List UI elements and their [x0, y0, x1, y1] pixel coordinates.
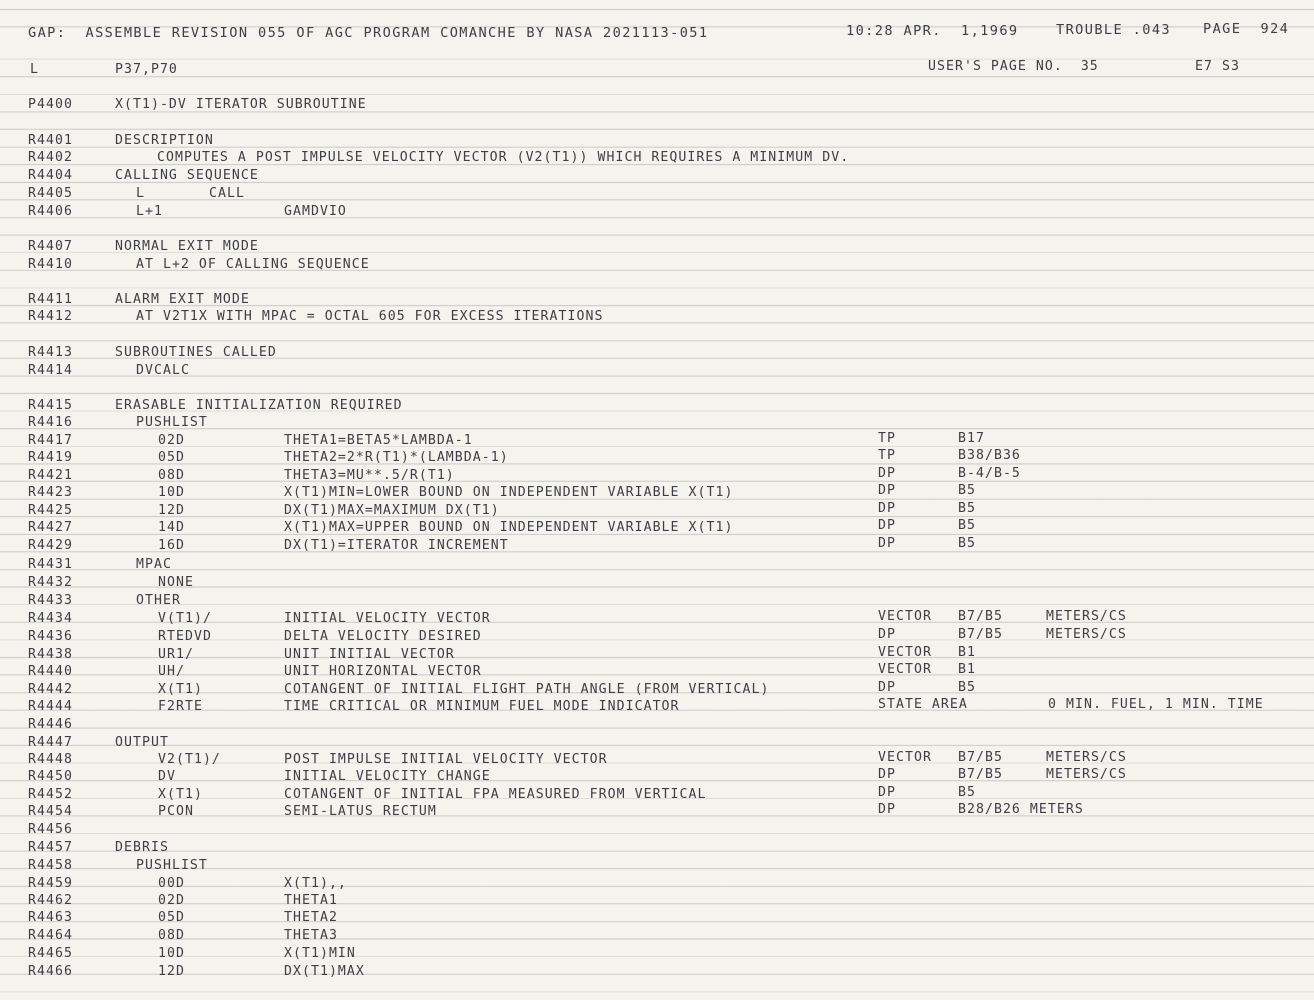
line-number: R4415	[28, 398, 73, 413]
listing-text: TP	[878, 431, 896, 446]
listing-text: DESCRIPTION	[115, 133, 214, 148]
listing-text: POST IMPULSE INITIAL VELOCITY VECTOR	[284, 752, 608, 767]
listing-text: RTEDVD	[158, 629, 212, 644]
listing-text: DV	[158, 769, 176, 784]
line-number: R4447	[28, 735, 73, 750]
listing-text: GAMDVIO	[284, 204, 347, 219]
listing-text: DP	[878, 518, 896, 533]
line-number: R4421	[28, 468, 73, 483]
listing-text: DP	[878, 483, 896, 498]
line-number: R4412	[28, 309, 73, 324]
listing-text: B17	[958, 431, 985, 446]
listing-text: OTHER	[136, 593, 181, 608]
line-number: R4404	[28, 168, 73, 183]
listing-text: 0 MIN. FUEL, 1 MIN. TIME	[1048, 697, 1264, 712]
listing-text: B5	[958, 518, 976, 533]
listing-text: OUTPUT	[115, 735, 169, 750]
line-number: R4425	[28, 503, 73, 518]
line-number: R4457	[28, 840, 73, 855]
listing-text: COMPUTES A POST IMPULSE VELOCITY VECTOR (V2(T1)) WHICH REQUIRES A MINIMUM DV.	[157, 150, 850, 165]
listing-text: DP	[878, 501, 896, 516]
listing-text: B1	[958, 662, 976, 677]
line-number: R4406	[28, 204, 73, 219]
line-number: R4414	[28, 363, 73, 378]
listing-text: SEMI-LATUS RECTUM	[284, 804, 437, 819]
listing-text: NONE	[158, 575, 194, 590]
listing-text: X(T1)MIN=LOWER BOUND ON INDEPENDENT VARIABLE X(T1)	[284, 485, 734, 500]
listing-text: 08D	[158, 468, 185, 483]
listing-text: 00D	[158, 876, 185, 891]
listing-text: 02D	[158, 893, 185, 908]
line-number: R4466	[28, 964, 73, 979]
listing-text: CALL	[209, 186, 245, 201]
listing-text: UNIT INITIAL VECTOR	[284, 647, 455, 662]
line-number: R4423	[28, 485, 73, 500]
line-number: R4434	[28, 611, 73, 626]
line-number: R4416	[28, 415, 73, 430]
listing-text: L	[136, 186, 145, 201]
listing-text: 10D	[158, 946, 185, 961]
listing-text: UH/	[158, 664, 185, 679]
listing-text: 05D	[158, 450, 185, 465]
line-number: R4410	[28, 257, 73, 272]
header-assembly-line: GAP: ASSEMBLE REVISION 055 OF AGC PROGRAM COMANCHE BY NASA 2021113-051	[28, 25, 709, 41]
listing-text: B-4/B-5	[958, 466, 1021, 481]
listing-text: V2(T1)/	[158, 752, 221, 767]
line-number: R4401	[28, 133, 73, 148]
listing-text: B5	[958, 501, 976, 516]
listing-text: B5	[958, 680, 976, 695]
listing-text: DP	[878, 536, 896, 551]
listing-text: DP	[878, 627, 896, 642]
listing-text: ERASABLE INITIALIZATION REQUIRED	[115, 398, 403, 413]
listing-text: DELTA VELOCITY DESIRED	[284, 629, 482, 644]
listing-text: 08D	[158, 928, 185, 943]
listing-text: METERS/CS	[1046, 609, 1127, 624]
listing-text: B7/B5	[958, 609, 1003, 624]
listing-text: DP	[878, 785, 896, 800]
listing-text: 14D	[158, 520, 185, 535]
listing-text: DP	[878, 767, 896, 782]
listing-text: THETA2=2*R(T1)*(LAMBDA-1)	[284, 450, 509, 465]
listing-text: TP	[878, 448, 896, 463]
listing-text: DEBRIS	[115, 840, 169, 855]
line-number: R4454	[28, 804, 73, 819]
listing-text: THETA1=BETA5*LAMBDA-1	[284, 433, 473, 448]
listing-text: VECTOR	[878, 609, 932, 624]
listing-text: UR1/	[158, 647, 194, 662]
listing-text: B7/B5	[958, 750, 1003, 765]
header-program: P37,P70	[115, 62, 178, 77]
line-number: R4429	[28, 538, 73, 553]
listing-text: B1	[958, 645, 976, 660]
listing-text: NORMAL EXIT MODE	[115, 239, 259, 254]
listing-text: COTANGENT OF INITIAL FPA MEASURED FROM VERTICAL	[284, 787, 707, 802]
listing-text: PCON	[158, 804, 194, 819]
line-number: R4456	[28, 822, 73, 837]
line-number: R4436	[28, 629, 73, 644]
listing-text: B5	[958, 536, 976, 551]
listing-text: DP	[878, 680, 896, 695]
header-users-page: USER'S PAGE NO. 35	[928, 59, 1099, 74]
listing-text: TIME CRITICAL OR MINIMUM FUEL MODE INDICATOR	[284, 699, 680, 714]
line-number: R4433	[28, 593, 73, 608]
line-number: R4402	[28, 150, 73, 165]
line-number: R4419	[28, 450, 73, 465]
line-number: P4400	[28, 97, 73, 112]
listing-text: STATE AREA	[878, 697, 968, 712]
line-number: R4417	[28, 433, 73, 448]
line-number: R4427	[28, 520, 73, 535]
listing-text: DX(T1)=ITERATOR INCREMENT	[284, 538, 509, 553]
listing-text: X(T1)MAX=UPPER BOUND ON INDEPENDENT VARIABLE X(T1)	[284, 520, 734, 535]
listing-text: L+1	[136, 204, 163, 219]
header-code: E7 S3	[1195, 59, 1240, 74]
line-number: R4438	[28, 647, 73, 662]
line-number: R4405	[28, 186, 73, 201]
listing-text: THETA3=MU**.5/R(T1)	[284, 468, 455, 483]
listing-text: CALLING SEQUENCE	[115, 168, 259, 183]
listing-text: VECTOR	[878, 662, 932, 677]
header-datetime: 10:28 APR. 1,1969	[846, 23, 1019, 39]
listing-text: B7/B5	[958, 767, 1003, 782]
listing-text: DX(T1)MAX=MAXIMUM DX(T1)	[284, 503, 500, 518]
header-page-number: PAGE 924	[1203, 21, 1290, 37]
listing-text: ALARM EXIT MODE	[115, 292, 250, 307]
line-number: R4450	[28, 769, 73, 784]
listing-text: METERS/CS	[1046, 627, 1127, 642]
line-number: R4440	[28, 664, 73, 679]
line-number: R4458	[28, 858, 73, 873]
listing-text: SUBROUTINES CALLED	[115, 345, 277, 360]
header-marker: L	[30, 62, 39, 77]
listing-text: THETA2	[284, 910, 338, 925]
listing-text: B7/B5	[958, 627, 1003, 642]
line-number: R4462	[28, 893, 73, 908]
listing-text: B38/B36	[958, 448, 1021, 463]
listing-text: 05D	[158, 910, 185, 925]
line-number: R4464	[28, 928, 73, 943]
listing-text: INITIAL VELOCITY CHANGE	[284, 769, 491, 784]
line-number: R4411	[28, 292, 73, 307]
line-number: R4431	[28, 557, 73, 572]
listing-text: 02D	[158, 433, 185, 448]
listing-text: VECTOR	[878, 645, 932, 660]
listing-text: DP	[878, 802, 896, 817]
listing-text: PUSHLIST	[136, 858, 208, 873]
listing-text: X(T1)	[158, 682, 203, 697]
line-number: R4463	[28, 910, 73, 925]
listing-text: METERS/CS	[1046, 767, 1127, 782]
listing-text: AT L+2 OF CALLING SEQUENCE	[136, 257, 370, 272]
listing-text: DVCALC	[136, 363, 190, 378]
listing-text: 12D	[158, 503, 185, 518]
listing-text: V(T1)/	[158, 611, 212, 626]
listing-text: VECTOR	[878, 750, 932, 765]
listing-text: B5	[958, 483, 976, 498]
listing-text: THETA1	[284, 893, 338, 908]
listing-text: X(T1),,	[284, 876, 347, 891]
line-number: R4452	[28, 787, 73, 802]
line-number: R4444	[28, 699, 73, 714]
listing-text: PUSHLIST	[136, 415, 208, 430]
line-number: R4432	[28, 575, 73, 590]
line-number: R4446	[28, 717, 73, 732]
header-trouble: TROUBLE .043	[1056, 22, 1172, 38]
listing-text: 16D	[158, 538, 185, 553]
listing-text: DX(T1)MAX	[284, 964, 365, 979]
listing-text: X(T1)-DV ITERATOR SUBROUTINE	[115, 97, 367, 112]
listing-text: MPAC	[136, 557, 172, 572]
line-number: R4442	[28, 682, 73, 697]
listing-text: 10D	[158, 485, 185, 500]
listing-text: 12D	[158, 964, 185, 979]
listing-text: METERS/CS	[1046, 750, 1127, 765]
listing-text: B28/B26 METERS	[958, 802, 1084, 817]
listing-text: THETA3	[284, 928, 338, 943]
listing-text: B5	[958, 785, 976, 800]
listing-text: AT V2T1X WITH MPAC = OCTAL 605 FOR EXCESS ITERATIONS	[136, 309, 604, 324]
line-number: R4413	[28, 345, 73, 360]
line-number: R4459	[28, 876, 73, 891]
listing-text: INITIAL VELOCITY VECTOR	[284, 611, 491, 626]
listing-text: F2RTE	[158, 699, 203, 714]
listing-text: DP	[878, 466, 896, 481]
listing-text: X(T1)MIN	[284, 946, 356, 961]
line-number: R4448	[28, 752, 73, 767]
line-number: R4465	[28, 946, 73, 961]
listing-text: X(T1)	[158, 787, 203, 802]
listing-text: UNIT HORIZONTAL VECTOR	[284, 664, 482, 679]
line-number: R4407	[28, 239, 73, 254]
listing-text: COTANGENT OF INITIAL FLIGHT PATH ANGLE (FROM VERTICAL)	[284, 682, 770, 697]
